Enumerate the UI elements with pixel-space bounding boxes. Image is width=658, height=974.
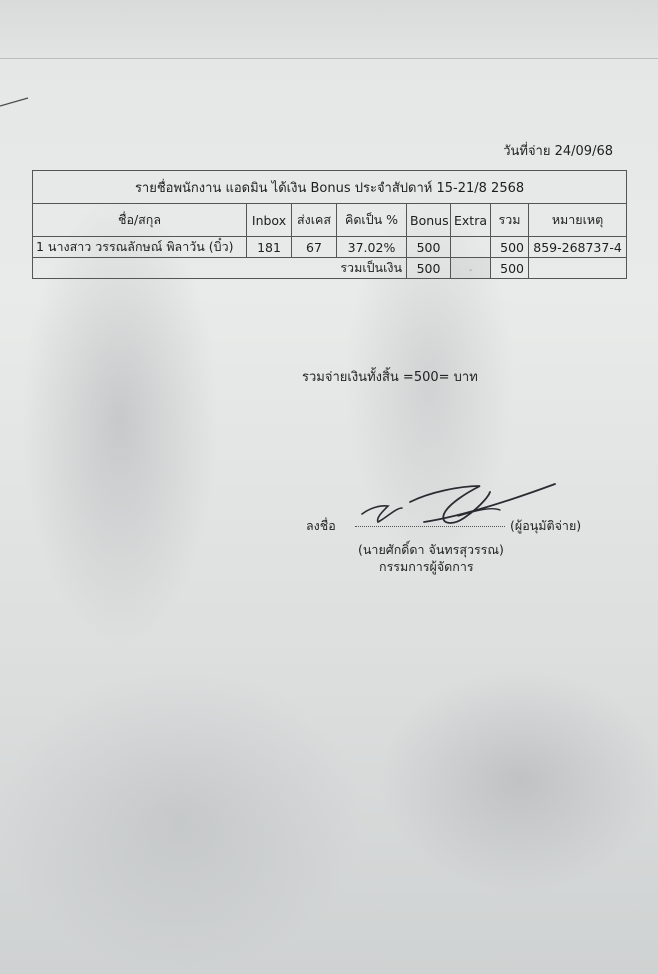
table-title: รายชื่อพนักงาน แอดมิน ได้เงิน Bonus ประจำสัปดาห์ 15-21/8 2568 xyxy=(33,171,627,204)
approver-role: (ผู้อนุมัติจ่าย) xyxy=(510,518,582,533)
header-total: รวม xyxy=(491,204,529,237)
header-note: หมายเหตุ xyxy=(529,204,627,237)
table-header-row xyxy=(33,204,627,237)
pay-date: วันที่จ่าย 24/09/68 xyxy=(503,144,613,159)
cell-name: 1 นางสาว วรรณลักษณ์ พิลาวัน (บิ๋ว) xyxy=(33,237,247,258)
signature-line xyxy=(355,526,505,527)
sign-label: ลงชื่อ xyxy=(306,518,336,533)
header-extra: Extra xyxy=(451,204,491,237)
cell-bonus: 500 xyxy=(407,237,451,258)
cell-percent: 37.02% xyxy=(337,237,407,258)
signature-block xyxy=(300,478,620,588)
cell-inbox: 181 xyxy=(247,237,292,258)
header-cases: ส่งเคส xyxy=(292,204,337,237)
pen-mark-icon xyxy=(0,96,30,108)
summary-extra-dash: - xyxy=(468,264,473,276)
cell-total: 500 xyxy=(491,237,529,258)
summary-bonus: 500 xyxy=(407,258,451,279)
summary-extra xyxy=(451,258,491,279)
photo-background-top xyxy=(0,0,658,58)
summary-total: 500 xyxy=(491,258,529,279)
cell-extra xyxy=(451,237,491,258)
bonus-table xyxy=(32,170,627,279)
header-bonus: Bonus xyxy=(407,204,451,237)
table-row xyxy=(33,237,627,258)
summary-label: รวมเป็นเงิน xyxy=(33,258,407,279)
table-title-row xyxy=(33,171,627,204)
paper-edge xyxy=(0,58,658,59)
header-percent: คิดเป็น % xyxy=(337,204,407,237)
summary-row xyxy=(33,258,627,279)
header-name: ชื่อ/สกุล xyxy=(33,204,247,237)
header-inbox: Inbox xyxy=(247,204,292,237)
signer-position: กรรมการผู้จัดการ xyxy=(379,559,474,574)
cell-note: 859-268737-4 xyxy=(529,237,627,258)
cell-cases: 67 xyxy=(292,237,337,258)
grand-total: รวมจ่ายเงินทั้งสิ้น =500= บาท xyxy=(302,370,478,385)
signer-name: (นายศักดิ์ดา จันทรสุวรรณ) xyxy=(358,542,504,557)
summary-note xyxy=(529,258,627,279)
